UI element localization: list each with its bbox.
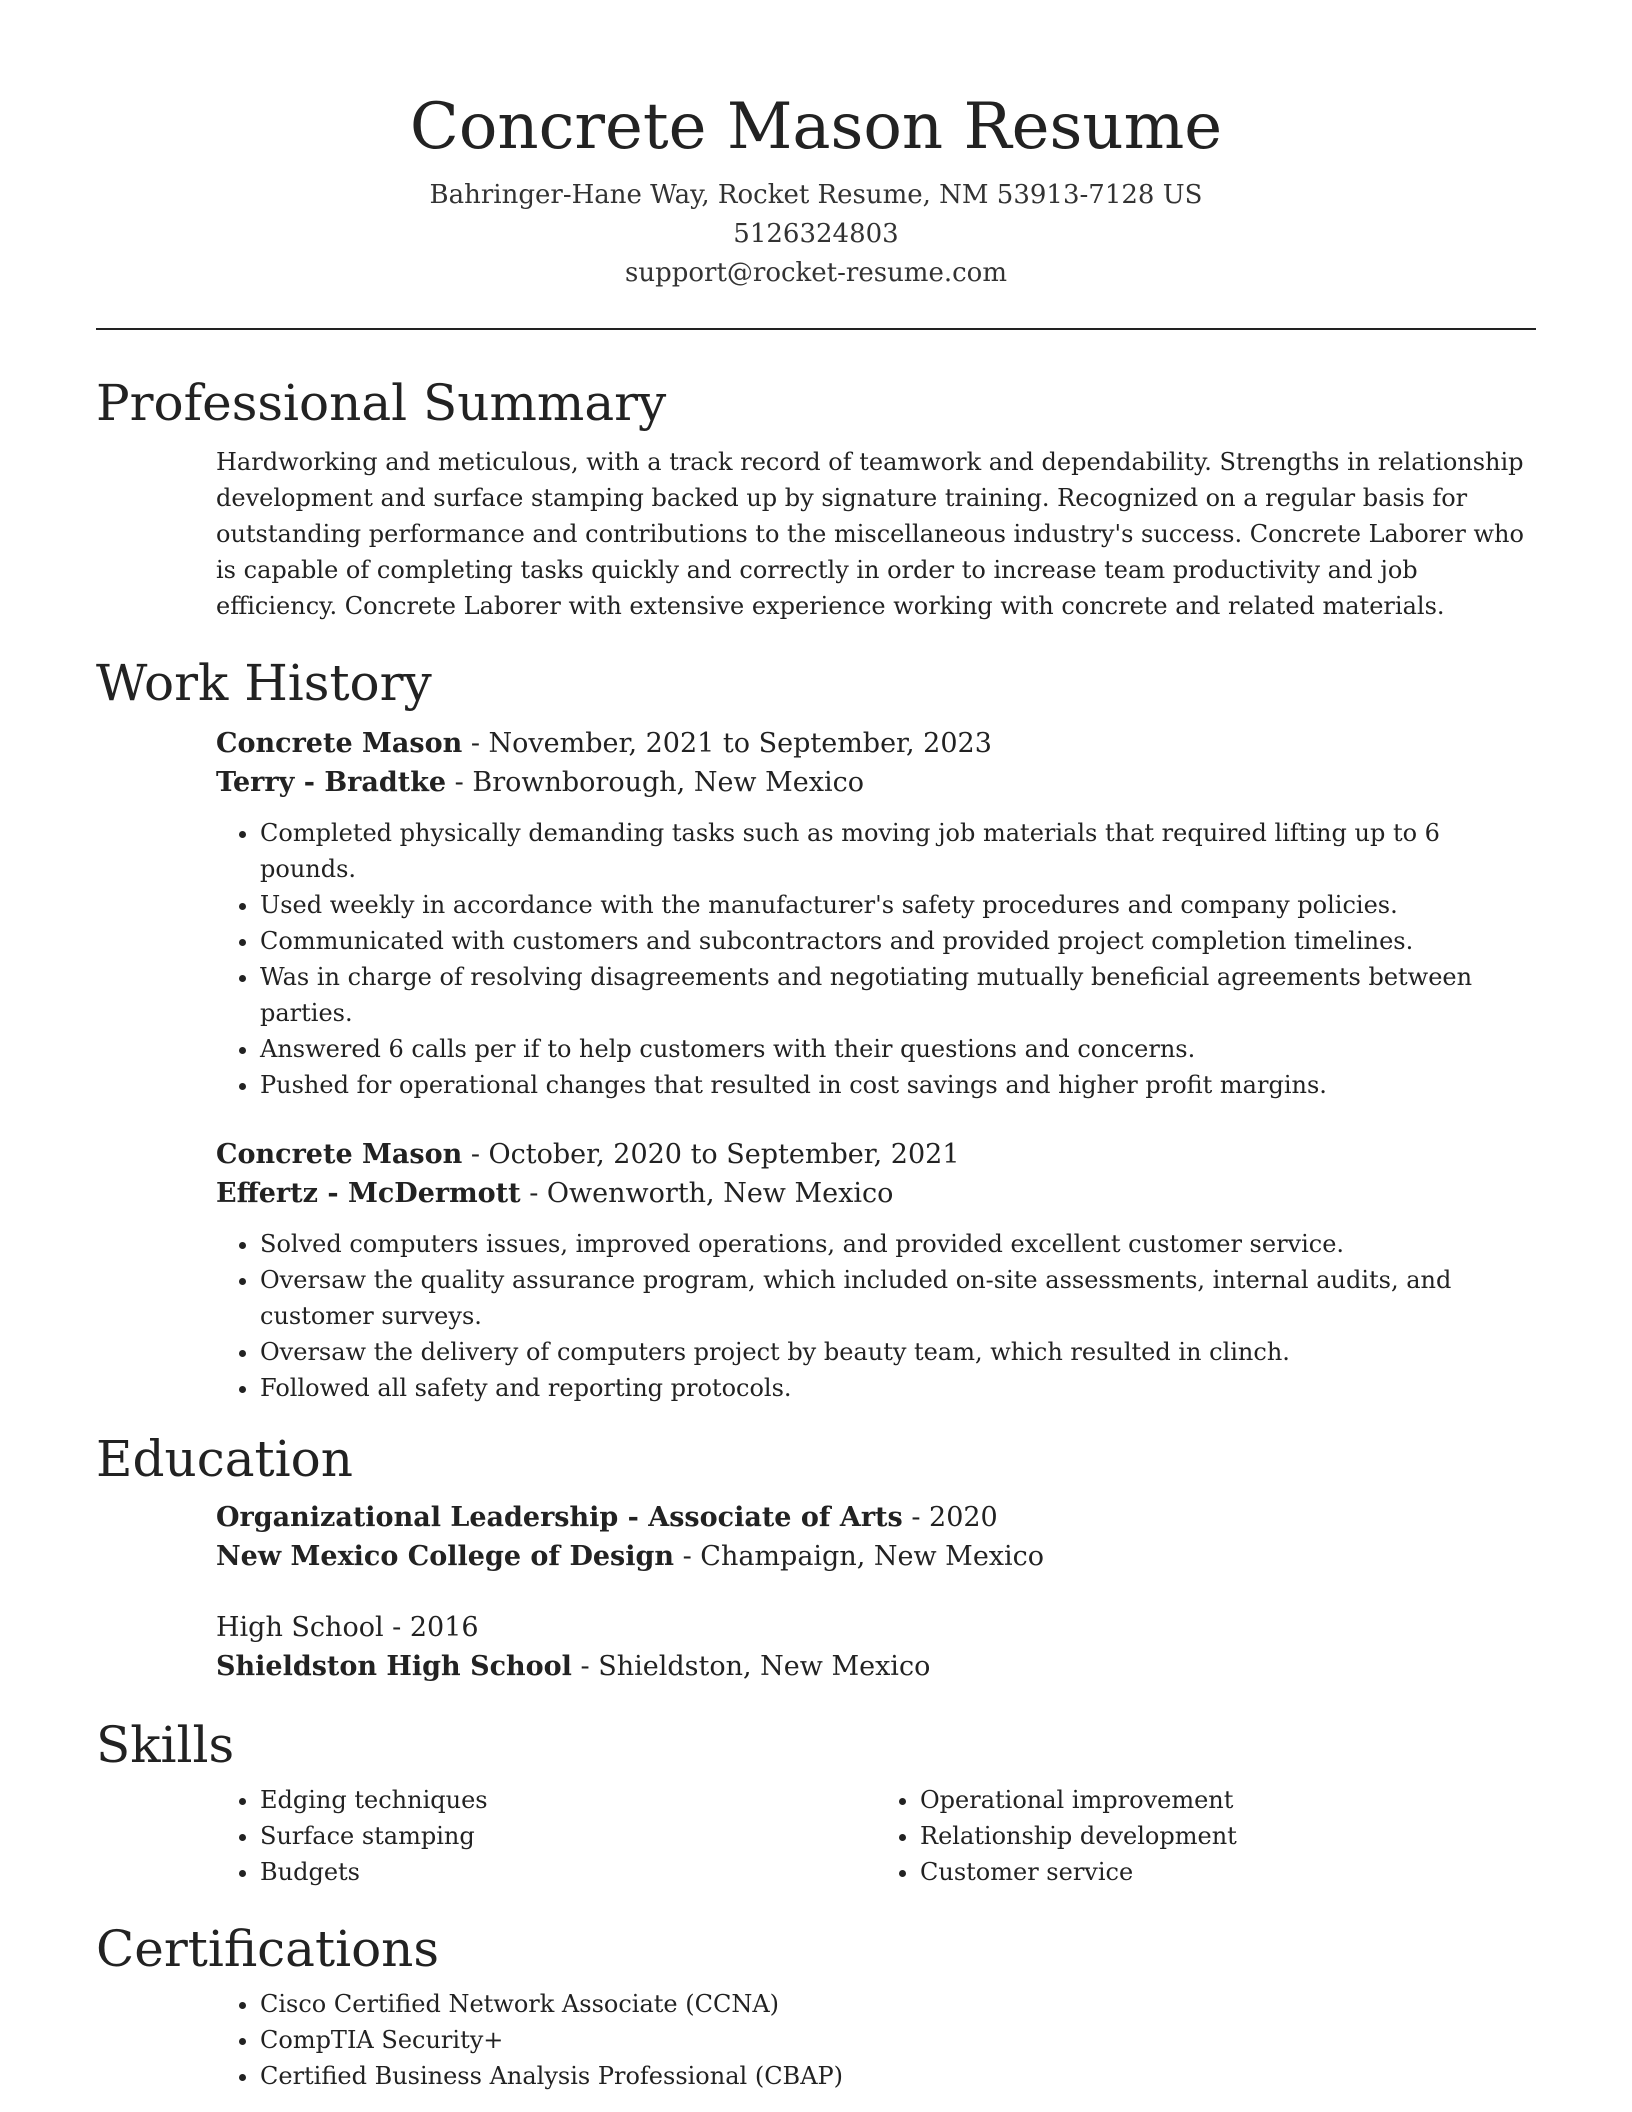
list-item: • Relationship development (920, 1818, 1536, 1854)
education-location: - Champaign, New Mexico (674, 1541, 1045, 1572)
education-school-line (216, 1647, 1536, 1686)
job-dates: - October, 2020 to September, 2021 (462, 1139, 960, 1170)
job-company: Effertz - McDermott (216, 1178, 521, 1209)
certifications-section (216, 1986, 1536, 2094)
education-location: - Shieldston, New Mexico (571, 1651, 931, 1682)
header-divider (96, 328, 1536, 330)
education-program-line (216, 1608, 1536, 1647)
section-title-skills: Skills (96, 1716, 235, 1774)
certifications-list (216, 1986, 1536, 2094)
resume-title: Concrete Mason Resume (409, 90, 1223, 164)
list-item: • Solved computers issues, improved operations, and provided excellent customer service. (260, 1226, 1536, 1262)
education-school: Shieldston High School (216, 1651, 572, 1682)
education-year: - 2016 (383, 1612, 479, 1643)
email: support@rocket-resume.com (624, 258, 1007, 288)
summary-section (216, 444, 1536, 624)
education-section (216, 1498, 1536, 1686)
education-school-line (216, 1537, 1536, 1576)
job-bullets (216, 815, 1536, 1103)
list-item: • Customer service (920, 1854, 1536, 1890)
job-location: - Brownborough, New Mexico (446, 767, 864, 798)
education-program: High School (216, 1612, 384, 1643)
education-program-line (216, 1498, 1536, 1537)
list-item: • Edging techniques (260, 1782, 876, 1818)
resume-header (96, 0, 1536, 293)
list-item: • CompTIA Security+ (260, 2022, 1536, 2058)
section-title-education: Education (96, 1430, 353, 1488)
education-school: New Mexico College of Design (216, 1541, 674, 1572)
list-item: • Was in charge of resolving disagreements and negotiating mutually beneficial agreements between parties. (260, 959, 1536, 1031)
list-item: • Budgets (260, 1854, 876, 1890)
section-title-summary: Professional Summary (96, 374, 667, 432)
summary-text: Hardworking and meticulous, with a track record of teamwork and dependability. Strengths in relationship development and surface stamping backed up by signature training. Recognized on a regular basis for outstanding performance and contributions to the miscellaneous industry's success. Concrete Laborer who is capable of completing tasks quickly and correctly in order to increase team productivity and job efficiency. Concrete Laborer with extensive experience working with concrete and related materials. (216, 448, 1524, 620)
list-item: • Communicated with customers and subcontractors and provided project completion timelines. (260, 923, 1536, 959)
list-item: • Certified Business Analysis Professional (CBAP) (260, 2058, 1536, 2094)
education-entry (216, 1608, 1536, 1686)
address: Bahringer-Hane Way, Rocket Resume, NM 53913-7128 US (429, 180, 1203, 210)
resume-page (96, 0, 1536, 2094)
list-item: • Surface stamping (260, 1818, 876, 1854)
list-item: • Oversaw the quality assurance program, which included on-site assessments, internal audits, and customer surveys. (260, 1262, 1536, 1334)
job-company: Terry - Bradtke (216, 767, 447, 798)
job-bullets (216, 1226, 1536, 1406)
job-entry (216, 1135, 1536, 1406)
list-item: • Answered 6 calls per if to help customers with their questions and concerns. (260, 1031, 1536, 1067)
list-item: • Followed all safety and reporting protocols. (260, 1370, 1536, 1406)
job-entry (216, 724, 1536, 1103)
phone: 5126324803 (733, 219, 899, 249)
skills-list-left (216, 1782, 876, 1890)
skills-list-right (876, 1782, 1536, 1890)
job-heading (216, 724, 1536, 763)
education-entry (216, 1498, 1536, 1576)
job-employer (216, 1174, 1536, 1213)
education-year: - 2020 (902, 1502, 998, 1533)
list-item: • Operational improvement (920, 1782, 1536, 1818)
education-program: Organizational Leadership - Associate of Arts (216, 1502, 903, 1533)
job-role: Concrete Mason (216, 1139, 463, 1170)
list-item: • Completed physically demanding tasks such as moving job materials that required lifting up to 6 pounds. (260, 815, 1536, 887)
work-history-section (216, 724, 1536, 1406)
list-item: • Oversaw the delivery of computers project by beauty team, which resulted in clinch. (260, 1334, 1536, 1370)
job-heading (216, 1135, 1536, 1174)
job-employer (216, 763, 1536, 802)
job-location: - Owenworth, New Mexico (520, 1178, 894, 1209)
job-role: Concrete Mason (216, 728, 463, 759)
section-title-certifications: Certifications (96, 1920, 440, 1978)
list-item: • Pushed for operational changes that resulted in cost savings and higher profit margins. (260, 1067, 1536, 1103)
job-dates: - November, 2021 to September, 2023 (462, 728, 992, 759)
section-title-work-history: Work History (96, 654, 432, 712)
skills-section (216, 1782, 1536, 1890)
list-item: • Cisco Certified Network Associate (CCNA) (260, 1986, 1536, 2022)
list-item: • Used weekly in accordance with the manufacturer's safety procedures and company policies. (260, 887, 1536, 923)
